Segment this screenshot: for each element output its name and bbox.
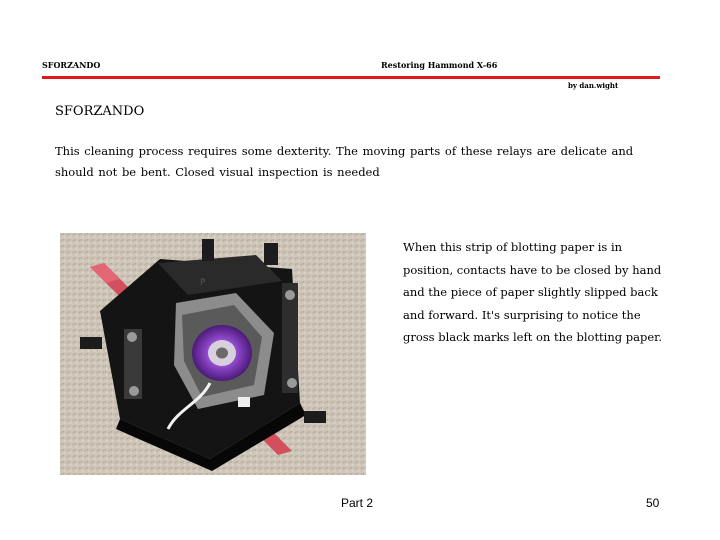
footer-part-label: Part 2	[341, 496, 374, 510]
photo-caption: When this strip of blotting paper is in position, contacts have to be closed by hand and the piece of paper slightly slipped back and forward. It's surprising to notice the gross black marks left on the blotting paper.	[403, 240, 663, 344]
page-number: 50	[646, 496, 660, 510]
relay-photo	[60, 233, 366, 475]
header-divider	[42, 76, 660, 79]
intro-paragraph: This cleaning process requires some dexterity. The moving parts of these relays are delicate and should not be bent. Closed visual inspection is needed	[55, 144, 634, 179]
section-title: SFORZANDO	[55, 104, 145, 119]
svg-text:P: P	[200, 278, 206, 288]
header-doc-name: SFORZANDO	[42, 60, 101, 70]
header-byline: by dan.wight	[568, 81, 619, 90]
header-doc-title: Restoring Hammond X-66	[381, 60, 498, 70]
